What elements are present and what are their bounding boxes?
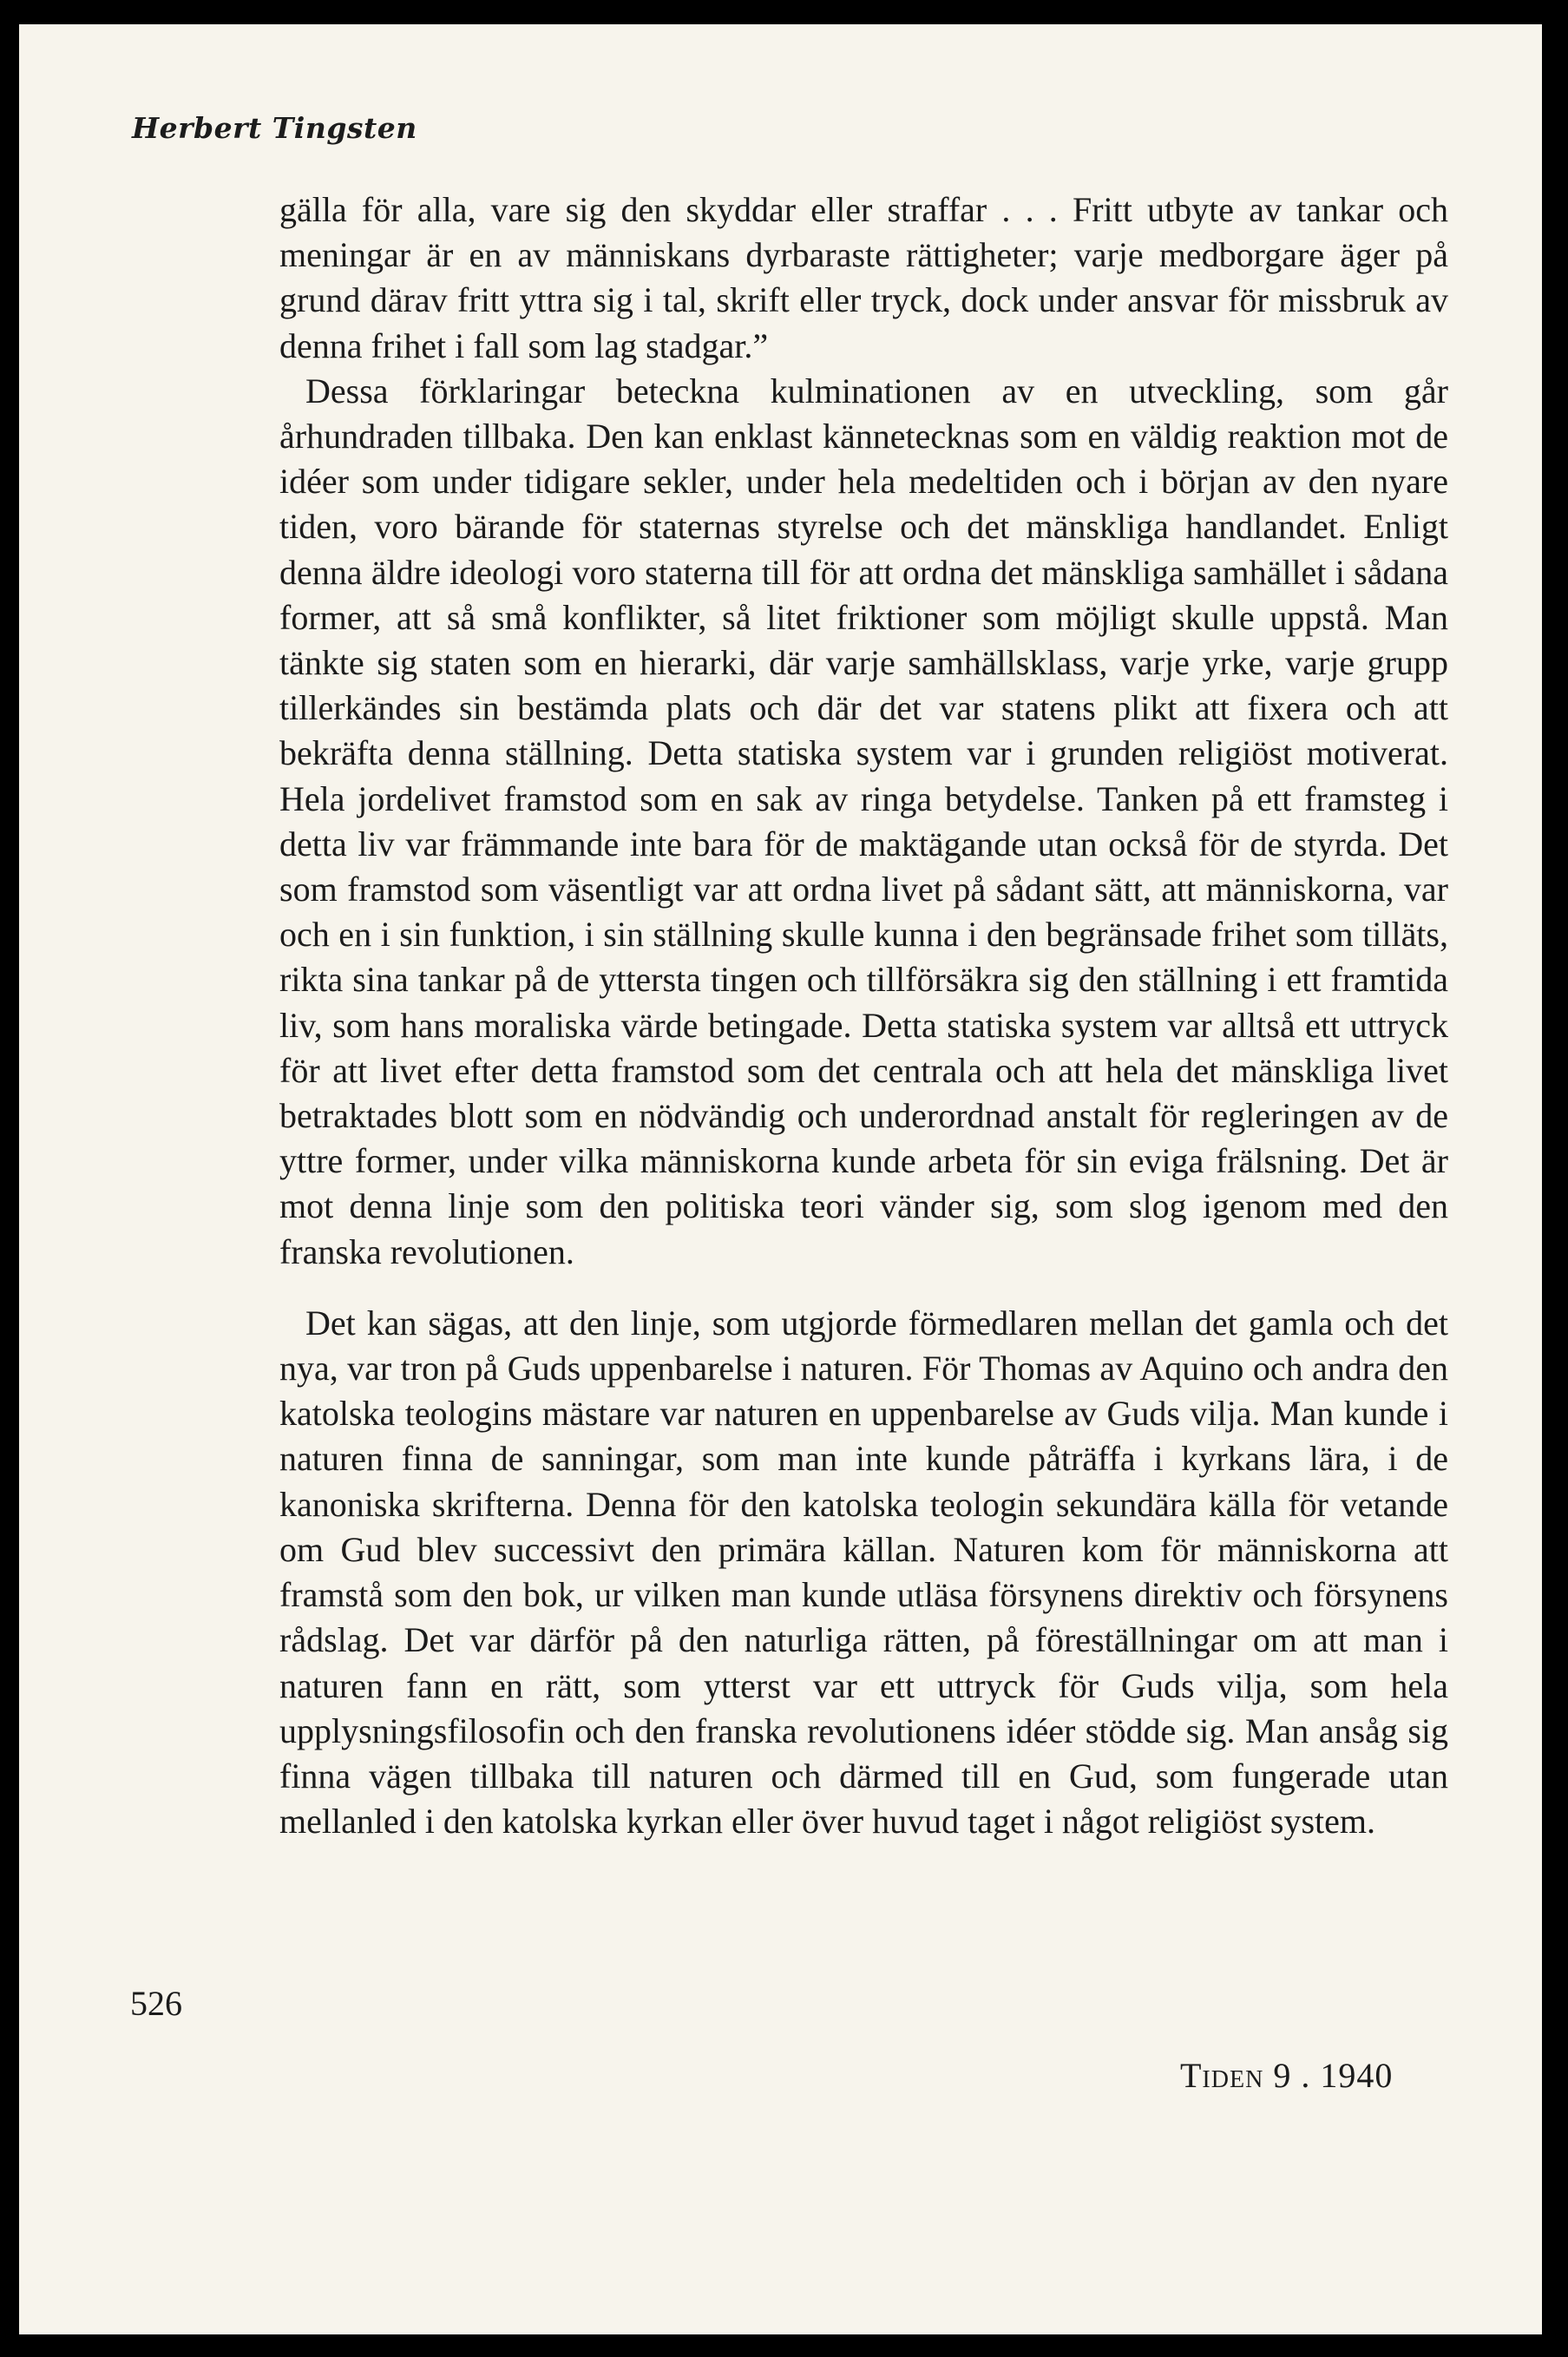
paragraph-3: Det kan sägas, att den linje, som utgjorde förmedlaren mellan det gamla och det nya, var tron på Guds uppenbarelse i naturen. För Thomas av Aquino och andra den katolska teologins mästare var naturen en uppenbarelse av Guds vilja. Man kunde i naturen finna de sanningar, som man inte kunde påträffa i kyrkans lära, i de kanoniska skrifterna. Denna för den katolska teologin sekundära källa för vetande om Gud blev successivt den primära källan. Naturen kom för människorna att framstå som den bok, ur vilken man kunde utläsa försynens direktiv och försynens rådslag. Det var därför på den naturliga rätten, på föreställningar om att man i naturen fann en rätt, som ytterst var ett uttryck för Guds vilja, som hela upplysningsfilosofin och den franska revolutionens idéer stödde sig. Man ansåg sig finna vägen tillbaka till naturen och därmed till en Gud, som fungerade utan mellanled i den katolska kyrkan eller över huvud taget i något religiöst system. — [279, 1303, 1448, 1842]
running-head-author: Herbert Tingsten — [132, 111, 417, 145]
footer-year: 1940 — [1320, 2056, 1394, 2095]
document-page — [19, 24, 1542, 2334]
footer-separator: . — [1301, 2056, 1311, 2095]
page-number: 526 — [130, 1984, 182, 2023]
body-text — [279, 187, 1448, 1844]
paragraph-1: gälla för alla, vare sig den skyddar eller straffar . . . Fritt utbyte av tankar och meningar är en av människans dyrbaraste rättigheter; varje medborgare äger på grund därav fritt yttra sig i tal, skrift eller tryck, dock under ansvar för missbruk av denna frihet i fall som lag stadgar.” — [279, 190, 1448, 365]
paragraph-2: Dessa förklaringar beteckna kulminationen av en utveckling, som går århundraden tillbaka. Den kan enklast kännetecknas som en väldig reaktion mot de idéer som under tidigare sekler, under hela medeltiden och i början av den nyare tiden, voro bärande för staternas styrelse och det mänskliga handlandet. Enligt denna äldre ideologi voro staterna till för att ordna det mänskliga samhället i sådana former, att så små konflikter, så litet friktioner som möjligt skulle uppstå. Man tänkte sig staten som en hierarki, där varje samhällsklass, varje yrke, varje grupp tillerkändes sin bestämda plats och där det var statens plikt att fixera och att bekräfta denna ställning. Detta statiska system var i grunden religiöst motiverat. Hela jordelivet framstod som en sak av ringa betydelse. Tanken på ett framsteg i detta liv var främmande inte bara för de maktägande utan också för de styrda. Det som framstod som väsentligt var att ordna livet på sådant sätt, att människorna, var och en i sin funktion, i sin ställning skulle kunna i den begränsade frihet som tilläts, rikta sina tankar på de yttersta tingen och tillförsäkra sig den ställning i ett framtida liv, som hans moraliska värde betingade. Detta statiska system var alltså ett uttryck för att livet efter detta framstod som det centrala och att hela det mänskliga livet betraktades blott som en nödvändig och underordnad anstalt för regleringen av de yttre former, under vilka människorna kunde arbeta för sin eviga frälsning. Det är mot denna linje som den politiska teori vänder sig, som slog igenom med den franska revolutionen. — [279, 371, 1448, 1271]
footer-issue: 9 — [1273, 2056, 1292, 2095]
footer-journal: Tiden — [1180, 2056, 1264, 2095]
footer-source — [1180, 2055, 1393, 2096]
